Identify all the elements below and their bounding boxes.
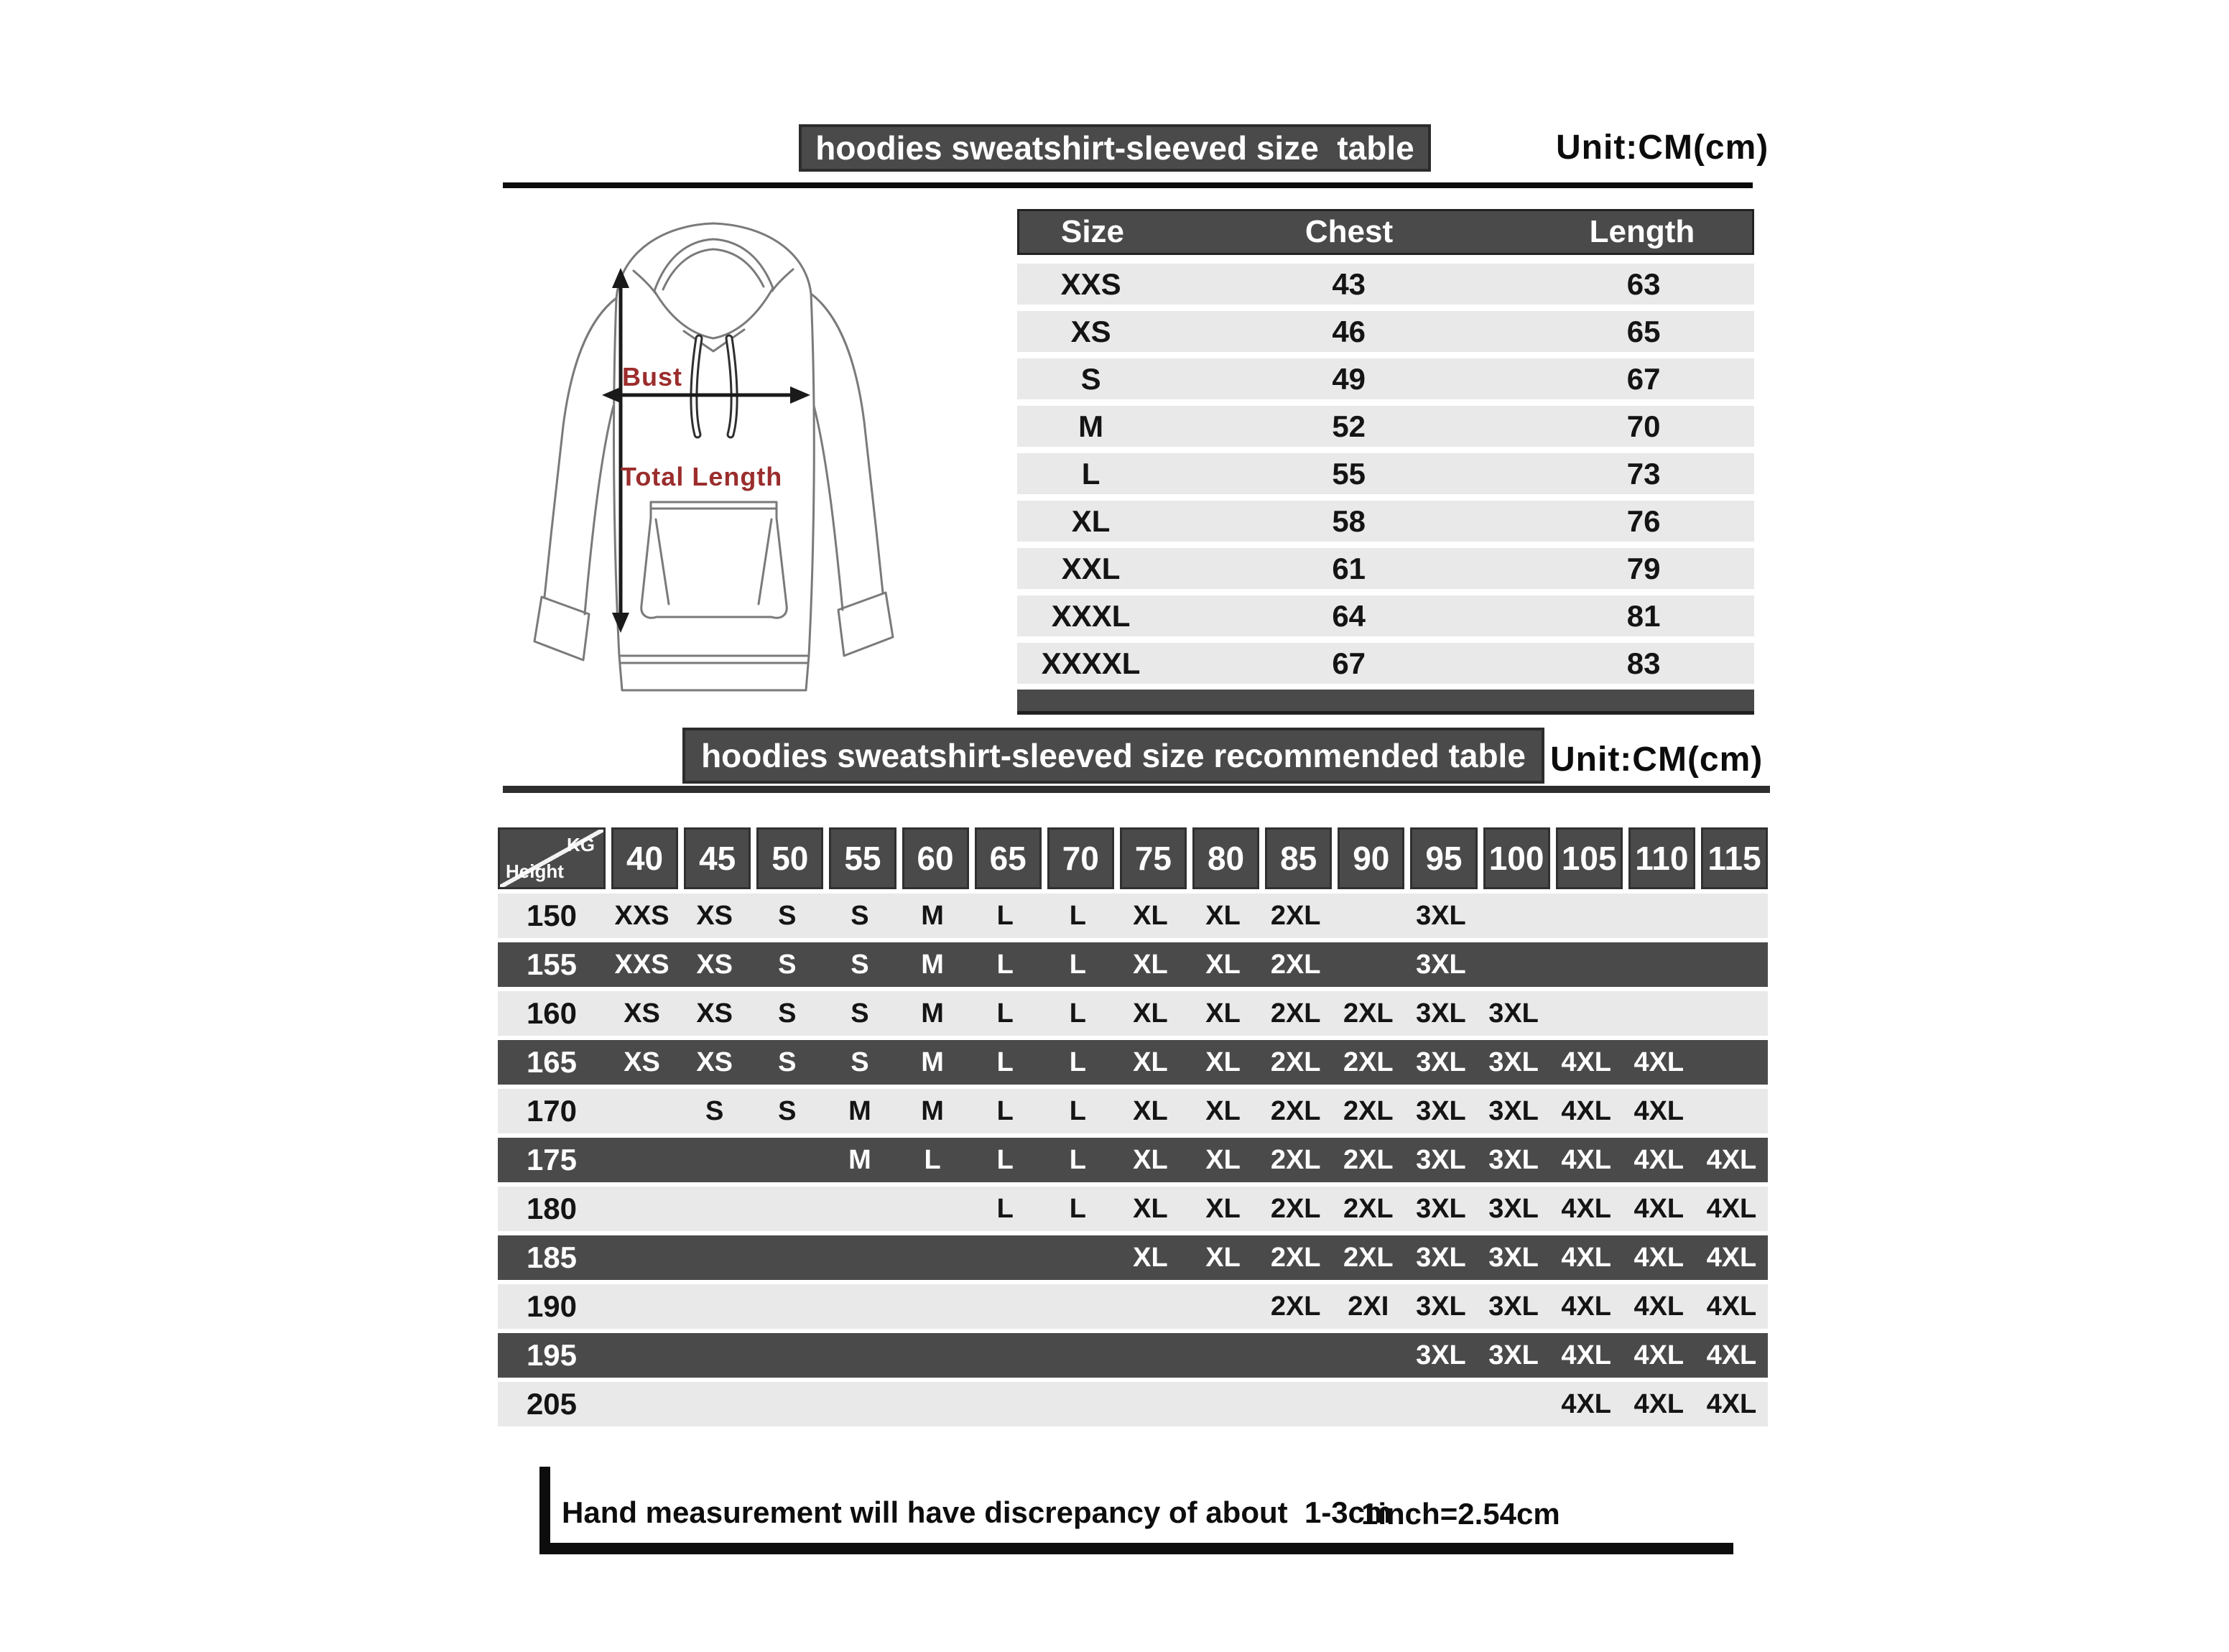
size-value-cell: 3XL [1416, 1047, 1466, 1077]
weight-header-cell: 110 [1628, 827, 1695, 889]
size-value-cell: XL [1133, 949, 1168, 980]
size-cell: L [1081, 456, 1100, 491]
chest-cell: 43 [1332, 266, 1366, 301]
height-label-cell: 185 [526, 1240, 578, 1274]
size-value-cell: L [996, 1095, 1014, 1126]
size-column-header: Size [1060, 214, 1125, 249]
size-cell: XXXXL [1041, 646, 1141, 680]
weight-header-cell: 50 [756, 827, 823, 889]
size-cell: S [1080, 361, 1101, 396]
size-value-cell: S [851, 949, 869, 980]
height-label-cell: 150 [526, 899, 578, 932]
size-value-cell: XL [1205, 1047, 1241, 1077]
size-cell: XXS [1060, 266, 1121, 301]
size-value-cell: 4XL [1633, 1193, 1685, 1224]
inch-conversion-note: 1inch=2.54cm [1361, 1497, 1560, 1531]
height-label-cell: 195 [526, 1338, 578, 1372]
size-value-cell: L [996, 1144, 1014, 1175]
divider-line-top [503, 182, 1753, 188]
size-value-cell: 4XL [1561, 1047, 1612, 1077]
recommended-table-unit-label: Unit:CM(cm) [1550, 741, 1764, 779]
size-value-cell: S [705, 1095, 724, 1126]
chest-column-header: Chest [1305, 214, 1394, 249]
drawstrings [694, 338, 734, 435]
chest-cell: 49 [1332, 361, 1366, 396]
size-value-cell: 3XL [1416, 1095, 1466, 1126]
length-cell: 63 [1626, 266, 1661, 301]
size-value-cell: 3XL [1416, 998, 1466, 1029]
size-value-cell: 2XL [1343, 1193, 1394, 1224]
size-table-row [1017, 311, 1754, 352]
height-label-cell: 190 [526, 1289, 578, 1323]
recommended-table-row [498, 1187, 1768, 1231]
size-value-cell: 2XL [1343, 1242, 1394, 1273]
size-value-cell: 4XL [1706, 1291, 1757, 1322]
recommended-table-row [498, 942, 1768, 987]
size-value-cell: 4XL [1706, 1144, 1757, 1175]
size-table-unit-label: Unit:CM(cm) [1556, 129, 1769, 167]
size-value-cell: S [778, 1047, 797, 1077]
size-value-cell: 2XL [1270, 949, 1321, 980]
size-value-cell: M [921, 998, 944, 1029]
size-value-cell: XXS [614, 900, 669, 931]
size-value-cell: S [851, 900, 869, 931]
length-cell: 76 [1626, 504, 1661, 538]
size-value-cell: M [921, 900, 944, 931]
size-value-cell: 4XL [1633, 1242, 1685, 1273]
size-value-cell: XXS [614, 949, 669, 980]
size-value-cell: S [851, 1047, 869, 1077]
recommended-table-row [498, 1235, 1768, 1280]
size-value-cell: 4XL [1561, 1340, 1612, 1370]
size-value-cell: S [851, 998, 869, 1029]
recommended-table-row [498, 1040, 1768, 1085]
size-measurement-table [1017, 209, 1754, 715]
recommended-table-row [498, 1333, 1768, 1378]
weight-header-cell: 80 [1192, 827, 1259, 889]
size-value-cell: XL [1133, 1242, 1168, 1273]
size-value-cell: 4XL [1561, 1291, 1612, 1322]
size-value-cell: 3XL [1488, 998, 1539, 1029]
chest-cell: 61 [1332, 551, 1366, 585]
size-value-cell: 2XL [1270, 1193, 1321, 1224]
height-label-cell: 180 [526, 1192, 578, 1225]
height-label-cell: 205 [526, 1387, 578, 1421]
size-value-cell: 3XL [1488, 1095, 1539, 1126]
size-table-row [1017, 548, 1754, 589]
size-value-cell: L [996, 998, 1014, 1029]
recommended-table-row [498, 1089, 1768, 1133]
recommended-table-row [498, 894, 1768, 938]
size-value-cell: L [1069, 1047, 1086, 1077]
length-cell: 79 [1626, 551, 1661, 585]
size-cell: XXL [1061, 551, 1121, 585]
size-table-row [1017, 406, 1754, 447]
size-value-cell: XL [1133, 998, 1168, 1029]
recommended-table-title-bar [682, 728, 1544, 784]
size-value-cell: XL [1133, 900, 1168, 931]
size-value-cell: 2XL [1270, 1095, 1321, 1126]
size-value-cell: 4XL [1633, 1144, 1685, 1175]
length-cell: 81 [1626, 598, 1661, 633]
recommended-table-row [498, 1382, 1768, 1426]
size-value-cell: 4XL [1633, 1340, 1685, 1370]
size-value-cell: L [924, 1144, 941, 1175]
divider-line-middle [503, 786, 1770, 793]
size-value-cell: XL [1205, 1193, 1241, 1224]
size-value-cell: XS [696, 1047, 733, 1077]
size-table-row [1017, 264, 1754, 305]
size-value-cell: XL [1133, 1095, 1168, 1126]
size-value-cell: 3XL [1416, 1291, 1466, 1322]
recommended-table-rows [498, 894, 1768, 1426]
size-value-cell: M [921, 1095, 944, 1126]
size-value-cell: XS [624, 998, 660, 1029]
length-cell: 67 [1626, 361, 1661, 396]
size-table-row [1017, 501, 1754, 542]
weight-header-cell: 85 [1265, 827, 1332, 889]
size-value-cell: 3XL [1416, 1340, 1466, 1370]
recommended-table-row [498, 1284, 1768, 1329]
size-value-cell: S [778, 1095, 797, 1126]
size-value-cell: XL [1205, 900, 1241, 931]
size-value-cell: XL [1133, 1193, 1168, 1224]
size-value-cell: 4XL [1633, 1388, 1685, 1419]
weight-header-cell: 105 [1556, 827, 1623, 889]
bust-label: Bust [622, 362, 682, 391]
size-value-cell: 2XI [1348, 1291, 1389, 1322]
size-value-cell: XL [1205, 1095, 1241, 1126]
chest-cell: 64 [1332, 598, 1366, 633]
weight-header-cell: 45 [684, 827, 751, 889]
length-cell: 65 [1626, 314, 1661, 348]
size-value-cell: 4XL [1561, 1095, 1612, 1126]
size-value-cell: XL [1205, 998, 1241, 1029]
size-value-cell: L [1069, 949, 1086, 980]
total-length-label: Total Length [621, 462, 783, 491]
size-value-cell: 3XL [1488, 1340, 1539, 1370]
size-table-footer-bar [1017, 690, 1754, 715]
size-value-cell: 2XL [1270, 1144, 1321, 1175]
chest-cell: 67 [1332, 646, 1366, 680]
size-value-cell: XS [624, 1047, 660, 1077]
weight-header-cell: 75 [1120, 827, 1187, 889]
size-value-cell: 2XL [1343, 1047, 1394, 1077]
size-cell: XL [1071, 504, 1111, 538]
size-value-cell: S [778, 900, 797, 931]
size-table-row [1017, 453, 1754, 494]
size-value-cell: 2XL [1343, 998, 1394, 1029]
size-value-cell: L [1069, 900, 1086, 931]
size-value-cell: XL [1205, 949, 1241, 980]
size-value-cell: 3XL [1416, 949, 1466, 980]
size-table-row [1017, 595, 1754, 636]
size-value-cell: L [1069, 1193, 1086, 1224]
size-value-cell: 4XL [1633, 1291, 1685, 1322]
weight-header-cell: 60 [902, 827, 969, 889]
size-value-cell: 4XL [1633, 1095, 1685, 1126]
size-value-cell: 3XL [1416, 1193, 1466, 1224]
size-value-cell: 4XL [1561, 1193, 1612, 1224]
length-column-header: Length [1589, 214, 1695, 249]
size-value-cell: 4XL [1706, 1388, 1757, 1419]
size-value-cell: XS [696, 949, 733, 980]
weight-header-cell: 65 [975, 827, 1042, 889]
size-value-cell: L [996, 1193, 1014, 1224]
size-value-cell: XL [1133, 1144, 1168, 1175]
note-bracket-horizontal [539, 1543, 1733, 1554]
size-value-cell: S [778, 998, 797, 1029]
size-value-cell: XS [696, 998, 733, 1029]
size-value-cell: L [996, 900, 1014, 931]
length-cell: 73 [1626, 456, 1661, 491]
size-value-cell: L [1069, 1095, 1086, 1126]
length-cell: 83 [1626, 646, 1661, 680]
size-value-cell: M [848, 1095, 871, 1126]
size-cell: XXXL [1051, 598, 1131, 633]
size-value-cell: 2XL [1343, 1144, 1394, 1175]
size-value-cell: XS [696, 900, 733, 931]
size-value-cell: M [921, 949, 944, 980]
measurement-note: Hand measurement will have discrepancy of about 1-3cm [562, 1495, 1392, 1529]
size-value-cell: 2XL [1270, 900, 1321, 931]
size-table-title-bar [799, 124, 1431, 172]
size-value-cell: 3XL [1488, 1047, 1539, 1077]
size-value-cell: 3XL [1488, 1291, 1539, 1322]
kg-height-corner-cell [498, 827, 606, 889]
recommended-table-row [498, 1138, 1768, 1182]
size-value-cell: 3XL [1416, 1144, 1466, 1175]
length-cell: 70 [1626, 409, 1661, 443]
size-value-cell: M [921, 1047, 944, 1077]
chest-cell: 46 [1332, 314, 1366, 348]
size-cell: M [1078, 409, 1104, 443]
weight-header-cell: 95 [1410, 827, 1477, 889]
weight-header-cell: 40 [611, 827, 678, 889]
size-value-cell: 3XL [1416, 900, 1466, 931]
height-label-cell: 155 [526, 947, 578, 981]
hoodie-measurement-diagram [524, 198, 970, 700]
corner-height-label: Height [506, 860, 564, 882]
size-value-cell: M [848, 1144, 871, 1175]
corner-kg-label: KG [567, 834, 595, 855]
size-value-cell: 2XL [1270, 998, 1321, 1029]
size-value-cell: 4XL [1706, 1193, 1757, 1224]
size-value-cell: 4XL [1561, 1242, 1612, 1273]
size-table-header-row [1017, 209, 1754, 255]
size-value-cell: 3XL [1488, 1144, 1539, 1175]
weights-header-row [498, 827, 1768, 889]
size-value-cell: 4XL [1706, 1242, 1757, 1273]
hoodie-outline [534, 223, 893, 690]
size-cell: XS [1070, 314, 1111, 348]
size-value-cell: 2XL [1270, 1242, 1321, 1273]
height-label-cell: 165 [526, 1045, 578, 1079]
size-value-cell: 2XL [1343, 1095, 1394, 1126]
height-label-cell: 175 [526, 1143, 578, 1177]
weight-header-cell: 90 [1338, 827, 1404, 889]
note-bracket-vertical [539, 1467, 550, 1554]
weight-header-cell: 100 [1483, 827, 1550, 889]
recommended-table-title: hoodies sweatshirt-sleeved size recommended table [701, 737, 1526, 774]
weight-header-cell: 70 [1047, 827, 1114, 889]
height-label-cell: 170 [526, 1094, 578, 1128]
size-value-cell: 3XL [1416, 1242, 1466, 1273]
size-table-title: hoodies sweatshirt-sleeved size table [815, 129, 1414, 167]
chest-cell: 58 [1332, 504, 1366, 538]
size-value-cell: 4XL [1561, 1388, 1612, 1419]
weight-header-cell: 115 [1701, 827, 1768, 889]
size-value-cell: S [778, 949, 797, 980]
size-table-rows [1017, 264, 1754, 684]
size-value-cell: 3XL [1488, 1242, 1539, 1273]
recommended-table-row [498, 991, 1768, 1036]
size-value-cell: 3XL [1488, 1193, 1539, 1224]
size-value-cell: XL [1205, 1242, 1241, 1273]
size-value-cell: L [996, 1047, 1014, 1077]
size-value-cell: 4XL [1561, 1144, 1612, 1175]
size-value-cell: L [1069, 998, 1086, 1029]
size-value-cell: 4XL [1633, 1047, 1685, 1077]
height-label-cell: 160 [526, 996, 578, 1030]
chest-cell: 52 [1332, 409, 1366, 443]
size-value-cell: XL [1133, 1047, 1168, 1077]
size-value-cell: L [1069, 1144, 1086, 1175]
size-value-cell: 2XL [1270, 1291, 1321, 1322]
size-value-cell: 2XL [1270, 1047, 1321, 1077]
size-recommended-table [498, 827, 1768, 1426]
size-table-row [1017, 643, 1754, 684]
chest-cell: 55 [1332, 456, 1366, 491]
size-value-cell: L [996, 949, 1014, 980]
size-value-cell: 4XL [1706, 1340, 1757, 1370]
size-value-cell: XL [1205, 1144, 1241, 1175]
size-table-row [1017, 358, 1754, 399]
weight-header-cell: 55 [829, 827, 896, 889]
